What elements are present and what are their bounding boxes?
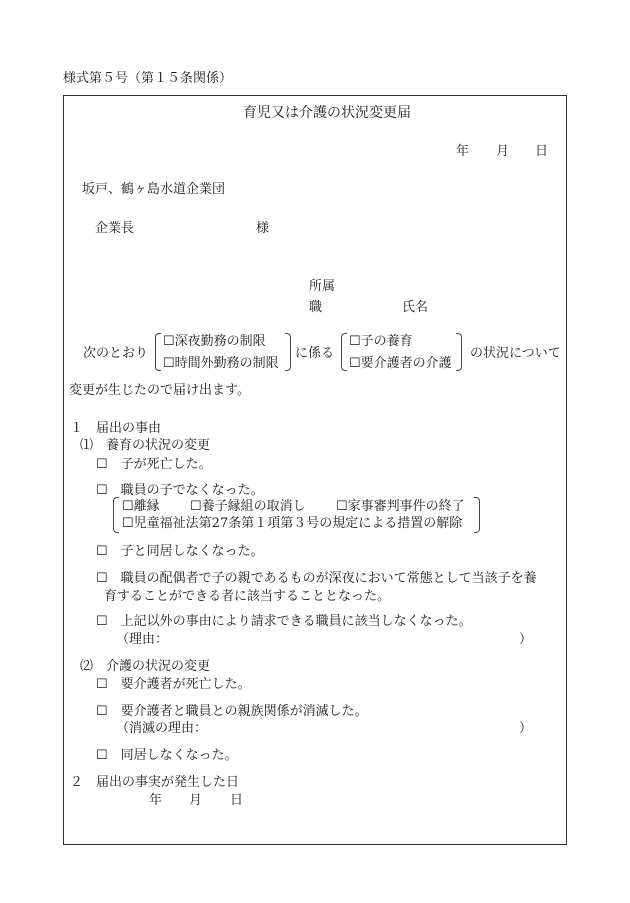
form-number: 様式第５号（第１５条関係） [63,71,233,86]
left-bracket-b [341,333,347,371]
reason-option-dissolution[interactable]: ☐離縁 [122,499,160,514]
right-bracket-a [285,333,291,371]
reason-option-child-welfare-measure[interactable]: ☐児童福祉法第27条第１項第３号の規定による措置の解除 [122,516,463,531]
left-bracket-reasons [113,497,119,533]
checkbox-item-child-not-cohabiting[interactable]: ☐ 子と同居しなくなった。 [96,544,264,559]
form-title: 育児又は介護の状況変更届 [243,105,411,121]
applicant-name-label: 氏名 [402,300,429,315]
addressee-honorific: 様 [256,221,270,236]
checkbox-item-child-death[interactable]: ☐ 子が死亡した。 [96,457,212,472]
statement-connector: に係る [295,346,335,361]
statement-prefix: 次のとおり [83,346,149,361]
relation-end-reason-label: （消滅の理由： [116,721,208,736]
section1-heading: １ 届出の事由 [70,421,162,436]
section2-heading: ２ 届出の事実が発生した日 [70,775,240,790]
applicant-title-label: 職 [309,300,323,315]
checkbox-item-relation-ended[interactable]: ☐ 要介護者と職員との親族関係が消滅した。 [96,704,368,719]
relation-end-reason-close: ） [519,721,533,736]
section1-sub1-heading: ⑴ 養育の状況の変更 [80,438,211,453]
reason-option-adoption-revocation[interactable]: ☐養子縁組の取消し [190,499,306,514]
applicant-affiliation-label: 所属 [309,279,336,294]
occurrence-day-label: 日 [230,793,244,808]
checkbox-item-not-child[interactable]: ☐ 職員の子でなくなった。 [96,483,264,498]
date-year-label: 年 [456,144,470,159]
date-day-label: 日 [535,144,549,159]
section1-sub2-heading: ⑵ 介護の状況の変更 [80,659,211,674]
addressee-position: 企業長 [95,221,135,236]
situation-option-caregiving[interactable]: ☐要介護者の介護 [349,356,452,371]
occurrence-year-label: 年 [149,793,163,808]
restriction-option-overtime[interactable]: ☐時間外勤務の制限 [163,356,279,371]
reason-close: ） [519,632,533,647]
date-month-label: 月 [496,144,510,159]
reason-label: （理由： [116,632,169,647]
checkbox-item-other-reason[interactable]: ☐ 上記以外の事由により請求できる職員に該当しなくなった。 [96,614,472,629]
reason-option-family-court-end[interactable]: ☐家事審判事件の終了 [336,499,465,514]
left-bracket-a [155,333,161,371]
occurrence-month-label: 月 [189,793,203,808]
statement-suffix: の状況について [470,346,561,361]
situation-option-childcare[interactable]: ☐子の養育 [349,334,413,349]
checkbox-item-spouse-capable-cont: 育することができる者に該当することとなった。 [104,589,391,604]
right-bracket-reasons [474,497,480,533]
checkbox-item-care-recipient-death[interactable]: ☐ 要介護者が死亡した。 [96,677,251,692]
statement-line2: 変更が生じたので届け出ます。 [69,383,250,398]
checkbox-item-care-not-cohabiting[interactable]: ☐ 同居しなくなった。 [96,748,238,763]
restriction-option-late-night[interactable]: ☐深夜勤務の制限 [163,334,266,349]
addressee-organization: 坂戸、鶴ヶ島水道企業団 [82,182,226,197]
right-bracket-b [456,333,462,371]
checkbox-item-spouse-capable[interactable]: ☐ 職員の配偶者で子の親であるものが深夜において常態として当該子を養 [96,571,537,586]
